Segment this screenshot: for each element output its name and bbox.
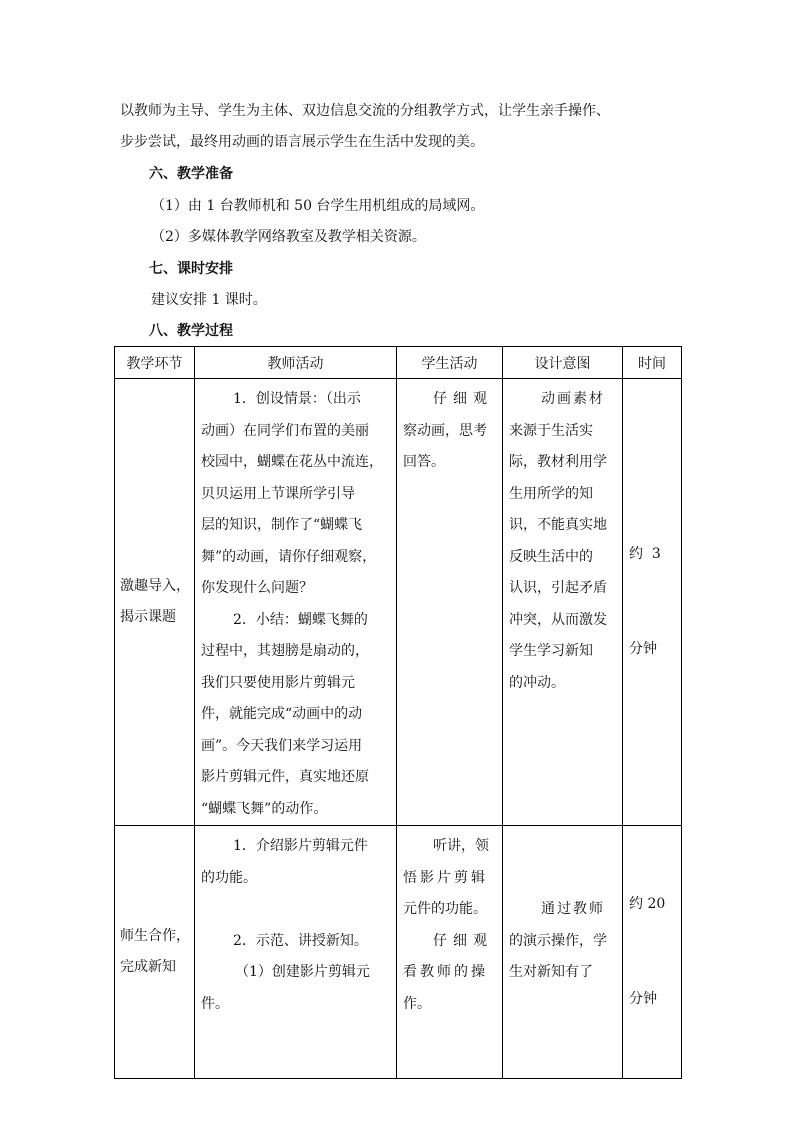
teacher-line: 的功能。 <box>201 869 257 886</box>
intent-line: 学生学习新知 <box>509 643 593 659</box>
student-line: 察动画，思考 <box>403 422 487 439</box>
teacher-line: 我们只要使用影片剪辑元 <box>201 674 355 691</box>
teacher-line: 你发现什么问题？ <box>201 580 313 596</box>
schedule-text: 建议安排 1 课时。 <box>151 292 267 308</box>
teacher-line: （1）创建影片剪辑元 <box>235 964 370 980</box>
teacher-line <box>201 894 391 926</box>
teacher-activity-cell <box>195 826 397 1079</box>
section-heading-process: 八、教学过程 <box>149 323 233 339</box>
teacher-line: 舞”的动画，请你仔细观察， <box>201 548 377 565</box>
intent-line: 通过教师 <box>541 901 605 917</box>
header-time: 时间 <box>623 347 682 379</box>
teacher-line: 2．示范、讲授新知。 <box>233 932 368 949</box>
table-row <box>115 826 682 1079</box>
time-line: 约 20 <box>629 896 666 912</box>
student-line: 听讲，领 <box>433 838 489 854</box>
table-header-row <box>115 347 682 379</box>
teacher-line: 校园中，蝴蝶在花丛中流连， <box>201 454 383 470</box>
teacher-line: 过程中，其翅膀是扇动的， <box>201 643 369 659</box>
teacher-line: “蝴蝶飞舞”的动作。 <box>201 800 328 817</box>
header-student-activity: 学生活动 <box>397 347 503 379</box>
student-activity-cell <box>397 826 503 1079</box>
teacher-line: 贝贝运用上节课所学引导 <box>201 485 355 502</box>
teacher-line: 件，就能完成“动画中的动 <box>201 706 363 722</box>
intent-line: 际，教材利用学 <box>509 454 607 470</box>
intent-line: 来源于生活实 <box>509 422 593 439</box>
teacher-line: 影片剪辑元件，真实地还原 <box>201 769 369 785</box>
stage-cell <box>115 826 195 1079</box>
student-line: 看教师的操 <box>403 964 488 980</box>
student-line: 元件的功能。 <box>403 901 487 917</box>
teacher-line: 画”。今天我们来学习运用 <box>201 737 363 754</box>
teacher-line: 1．创设情景：（出示 <box>233 391 361 407</box>
intent-line: 的冲动。 <box>509 674 565 691</box>
time-cell <box>623 379 682 826</box>
design-intent-cell <box>503 379 623 826</box>
header-stage: 教学环节 <box>115 347 195 379</box>
student-line: 悟影片剪辑 <box>403 869 488 886</box>
prep-item-1: （1）由 1 台教师机和 50 台学生用机组成的局域网。 <box>151 198 485 214</box>
intent-line: 认识，引起矛盾 <box>509 580 607 596</box>
intent-line: 动画素材 <box>541 391 605 407</box>
teacher-line: 1．介绍影片剪辑元件 <box>233 838 368 854</box>
stage-line: 揭示课题 <box>120 609 176 625</box>
time-line: 约 3 <box>629 546 661 562</box>
stage-cell <box>115 379 195 826</box>
header-design-intent: 设计意图 <box>503 347 623 379</box>
intent-line: 反映生活中的 <box>509 548 593 565</box>
teacher-line: 动画）在同学们布置的美丽 <box>201 422 369 439</box>
teacher-line: 2．小结：蝴蝶飞舞的 <box>233 611 368 628</box>
time-line: 分钟 <box>629 640 657 657</box>
prep-item-2: （2）多媒体教学网络教室及教学相关资源。 <box>151 229 426 245</box>
teacher-line: 件。 <box>201 995 229 1012</box>
section-heading-schedule: 七、课时安排 <box>149 261 233 277</box>
student-line: 回答。 <box>403 454 445 470</box>
intro-line-1: 以教师为主导、学生为主体、双边信息交流的分组教学方式，让学生亲手操作、 <box>120 103 610 119</box>
intro-line-2: 步步尝试，最终用动画的语言展示学生在生活中发现的美。 <box>120 134 484 150</box>
intent-line: 生用所学的知 <box>509 485 593 502</box>
table-row <box>115 379 682 826</box>
student-line: 仔细观 <box>433 932 493 949</box>
stage-line: 完成新知 <box>120 959 176 975</box>
section-heading-prep: 六、教学准备 <box>149 166 233 182</box>
student-line: 作。 <box>403 995 431 1012</box>
teacher-line: 层的知识，制作了“蝴蝶飞 <box>201 517 363 533</box>
intent-line: 冲突，从而激发 <box>509 611 607 628</box>
time-cell <box>623 826 682 1079</box>
time-line: 分钟 <box>629 990 657 1007</box>
intent-line: 生对新知有了 <box>509 964 593 980</box>
student-line: 仔细观 <box>433 391 493 407</box>
stage-line: 激趣导入， <box>120 577 190 594</box>
student-activity-cell <box>397 379 503 826</box>
header-teacher-activity: 教师活动 <box>195 347 397 379</box>
stage-line: 师生合作， <box>120 927 190 944</box>
teacher-activity-cell <box>195 379 397 826</box>
lesson-process-table <box>114 346 682 1079</box>
intent-line: 识，不能真实地 <box>509 517 607 533</box>
intent-line: 的演示操作，学 <box>509 932 607 949</box>
design-intent-cell <box>503 826 623 1079</box>
